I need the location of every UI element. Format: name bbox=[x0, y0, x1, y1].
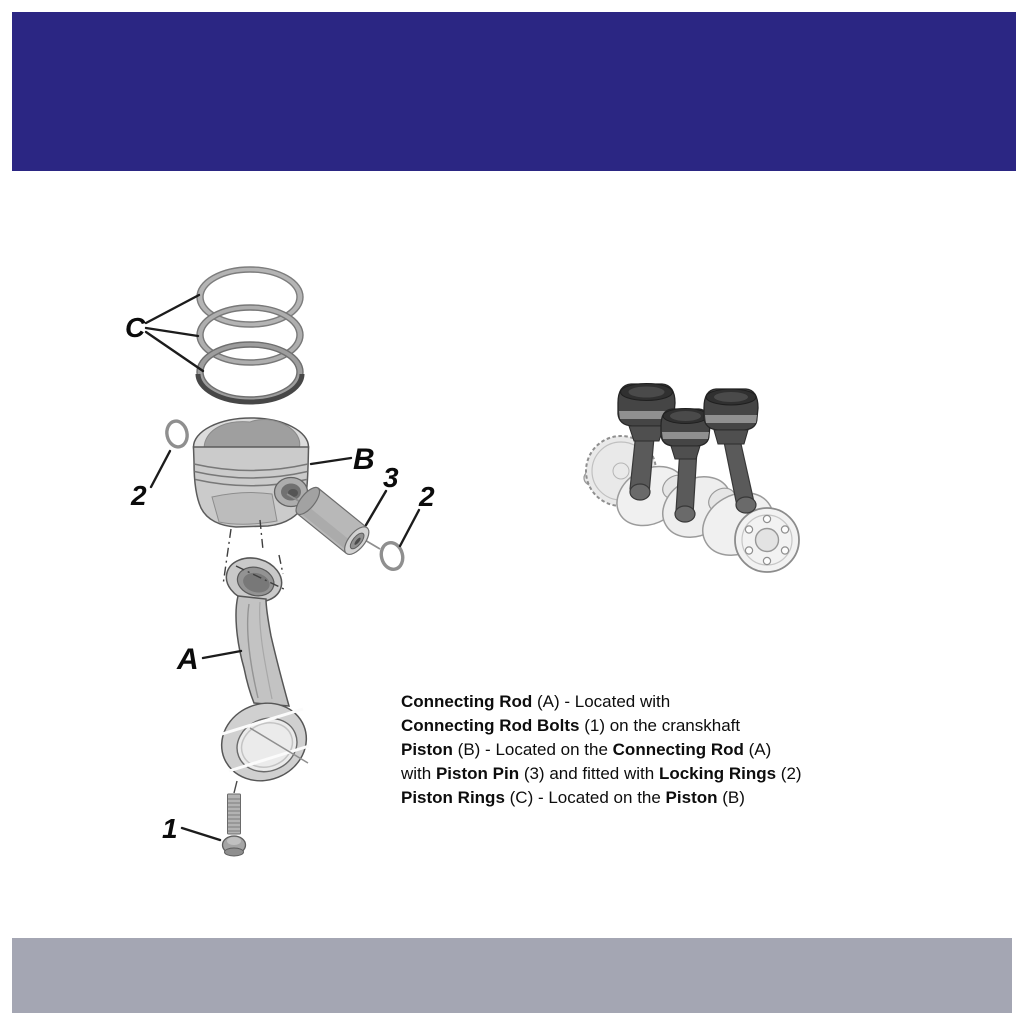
label-2-right-leader bbox=[400, 510, 419, 546]
label-locking-ring-left: 2 bbox=[131, 480, 147, 511]
label-locking-ring-right: 2 bbox=[419, 481, 435, 512]
label-connecting-rod: A bbox=[177, 643, 199, 676]
label-piston: B bbox=[353, 443, 375, 476]
caption-line: Piston (B) - Located on the Connecting Rod (A) bbox=[401, 740, 772, 759]
locking-ring-right-figure bbox=[378, 481, 435, 572]
piston-ring-3 bbox=[197, 342, 303, 402]
caption-line: Piston Rings (C) - Located on the Piston (B) bbox=[401, 788, 745, 807]
caption-line: with Piston Pin (3) and fitted with Locking Rings (2) bbox=[401, 764, 802, 783]
crank-piston-3 bbox=[704, 389, 758, 444]
label-1-leader bbox=[182, 828, 220, 840]
crankshaft-assembly-figure bbox=[584, 384, 799, 573]
label-A-leader bbox=[203, 651, 241, 658]
label-B-leader bbox=[311, 458, 351, 464]
label-C-leader-lines bbox=[146, 295, 203, 371]
label-3-leader bbox=[366, 491, 386, 525]
label-2-left-leader bbox=[151, 451, 170, 487]
caption-line: Connecting Rod Bolts (1) on the cranskhaft bbox=[401, 716, 741, 735]
connecting-rod-figure bbox=[176, 552, 318, 793]
piston-rings-figure bbox=[125, 267, 303, 402]
label-connecting-rod-bolt: 1 bbox=[162, 813, 178, 844]
connecting-rod-bolt-figure bbox=[162, 781, 246, 856]
label-piston-rings: C bbox=[125, 312, 146, 343]
piston-figure bbox=[194, 418, 375, 527]
parts-caption bbox=[401, 690, 802, 810]
bottom-banner bbox=[12, 938, 1012, 1013]
caption-line: Connecting Rod (A) - Located with bbox=[401, 692, 671, 711]
label-piston-pin: 3 bbox=[383, 462, 399, 493]
crank-piston-2 bbox=[661, 409, 710, 460]
locking-ring-left-figure bbox=[130, 419, 189, 511]
crankshaft-flange bbox=[735, 508, 799, 572]
